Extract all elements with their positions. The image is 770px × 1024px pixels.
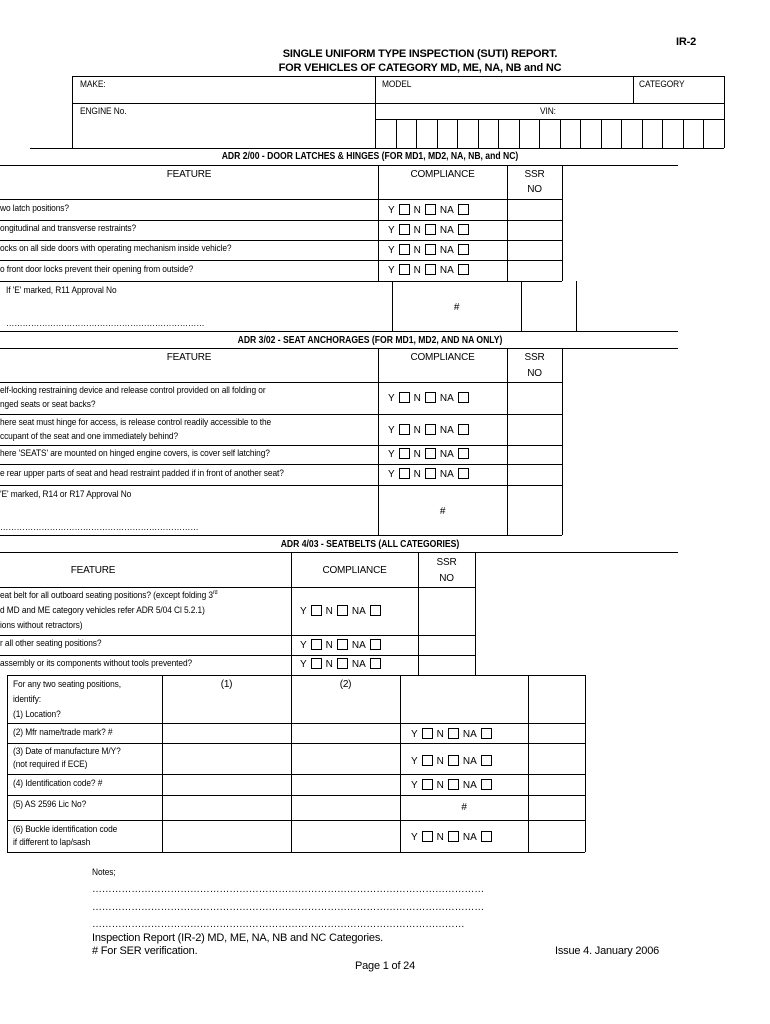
feature-row: wo latch positions? xyxy=(0,203,69,214)
vin-cell-divider xyxy=(560,119,561,148)
compliance-yes-checkbox[interactable] xyxy=(399,244,410,255)
footer-page-number: Page 1 of 24 xyxy=(355,960,415,972)
compliance-yes-label: Y xyxy=(388,225,395,236)
compliance-na-checkbox[interactable] xyxy=(481,728,492,739)
ident-row: (3) Date of manufacture M/Y? xyxy=(13,746,121,757)
compliance-na-checkbox[interactable] xyxy=(458,448,469,459)
compliance-na-checkbox[interactable] xyxy=(458,392,469,403)
compliance-options xyxy=(388,204,473,216)
compliance-na-label: NA xyxy=(351,606,366,617)
compliance-yes-label: Y xyxy=(388,245,395,256)
compliance-no-checkbox[interactable] xyxy=(448,831,459,842)
compliance-na-label: NA xyxy=(439,425,454,436)
compliance-na-label: NA xyxy=(462,756,477,767)
compliance-yes-checkbox[interactable] xyxy=(422,728,433,739)
compliance-na-label: NA xyxy=(351,640,366,651)
compliance-no-checkbox[interactable] xyxy=(425,392,436,403)
compliance-header: COMPLIANCE xyxy=(410,352,475,363)
compliance-yes-checkbox[interactable] xyxy=(399,264,410,275)
report-subtitle: FOR VEHICLES OF CATEGORY MD, ME, NA, NB and NC xyxy=(278,62,562,74)
ident-header: identify: xyxy=(13,694,42,705)
compliance-na-checkbox[interactable] xyxy=(458,224,469,235)
compliance-no-checkbox[interactable] xyxy=(337,658,348,669)
compliance-no-label: N xyxy=(436,756,444,767)
feature-row-cont: ccupant of the seat and one immediately behind? xyxy=(0,431,179,442)
compliance-yes-label: Y xyxy=(388,425,395,436)
feature-header: FEATURE xyxy=(70,565,116,576)
vin-cell-divider xyxy=(437,119,438,148)
compliance-na-label: NA xyxy=(439,469,454,480)
compliance-na-label: NA xyxy=(439,205,454,216)
compliance-options xyxy=(388,424,473,436)
compliance-no-label: N xyxy=(413,425,421,436)
feature-row: elf-locking restraining device and release control provided on all folding or xyxy=(0,385,266,396)
compliance-yes-label: Y xyxy=(388,265,395,276)
ident-row: (2) Mfr name/trade mark? # xyxy=(13,727,113,738)
notes-line[interactable]: ………………………………………………………………………………………………………… xyxy=(92,902,485,913)
compliance-na-checkbox[interactable] xyxy=(481,779,492,790)
feature-row-cont: d MD and ME category vehicles refer ADR 5/04 Cl 5.2.1) xyxy=(0,605,205,616)
compliance-no-checkbox[interactable] xyxy=(425,264,436,275)
approval-label: If 'E' marked, R11 Approval No xyxy=(6,285,117,296)
compliance-yes-label: Y xyxy=(300,659,307,670)
ssr-header-no: NO xyxy=(527,184,542,195)
compliance-no-checkbox[interactable] xyxy=(425,448,436,459)
ser-hash: # xyxy=(439,506,446,517)
compliance-yes-checkbox[interactable] xyxy=(311,639,322,650)
compliance-na-label: NA xyxy=(439,393,454,404)
compliance-yes-checkbox[interactable] xyxy=(399,424,410,435)
feature-header: FEATURE xyxy=(166,169,212,180)
feature-row: e rear upper parts of seat and head restraint padded if in front of another seat? xyxy=(0,468,284,479)
ser-hash: # xyxy=(461,802,467,813)
compliance-no-label: N xyxy=(325,640,333,651)
feature-header: FEATURE xyxy=(166,352,212,363)
compliance-no-checkbox[interactable] xyxy=(425,204,436,215)
compliance-yes-label: Y xyxy=(388,205,395,216)
compliance-no-label: N xyxy=(413,265,421,276)
compliance-no-label: N xyxy=(413,225,421,236)
compliance-yes-checkbox[interactable] xyxy=(399,224,410,235)
vin-cell-divider xyxy=(580,119,581,148)
compliance-na-label: NA xyxy=(351,659,366,670)
feature-row: here seat must hinge for access, is release control readily accessible to the xyxy=(0,417,272,428)
compliance-yes-checkbox[interactable] xyxy=(399,468,410,479)
notes-line[interactable]: …………………………………………………………………………………………………… xyxy=(92,919,465,930)
compliance-yes-label: Y xyxy=(411,832,418,843)
feature-row-cont: ions without retractors) xyxy=(0,620,83,631)
compliance-no-label: N xyxy=(436,780,444,791)
compliance-na-label: NA xyxy=(462,832,477,843)
ssr-header-no: NO xyxy=(439,573,454,584)
compliance-na-label: NA xyxy=(439,265,454,276)
document-code: IR-2 xyxy=(676,36,696,48)
ident-row: (6) Buckle identification code xyxy=(13,824,118,835)
compliance-na-label: NA xyxy=(439,245,454,256)
compliance-options xyxy=(388,392,473,404)
compliance-no-checkbox[interactable] xyxy=(337,605,348,616)
vin-cell-divider xyxy=(601,119,602,148)
make-label: MAKE: xyxy=(80,79,106,90)
compliance-yes-checkbox[interactable] xyxy=(422,755,433,766)
compliance-na-checkbox[interactable] xyxy=(458,264,469,275)
compliance-yes-checkbox[interactable] xyxy=(399,204,410,215)
approval-dots: ……………………………………………………………… xyxy=(0,522,199,533)
ssr-header-no: NO xyxy=(527,368,542,379)
compliance-no-label: N xyxy=(413,469,421,480)
compliance-options xyxy=(411,831,496,843)
compliance-yes-label: Y xyxy=(300,606,307,617)
compliance-no-checkbox[interactable] xyxy=(448,779,459,790)
vin-cell-divider xyxy=(662,119,663,148)
compliance-na-label: NA xyxy=(462,780,477,791)
footer-issue: Issue 4. January 2006 xyxy=(555,945,660,957)
compliance-yes-checkbox[interactable] xyxy=(311,605,322,616)
approval-dots: ……………………………………………………………… xyxy=(6,318,205,329)
vin-cell-divider xyxy=(539,119,540,148)
ident-row-cont: if different to lap/sash xyxy=(13,837,91,848)
position-2-header: (2) xyxy=(339,679,352,690)
ssr-header: SSR xyxy=(436,557,457,568)
compliance-no-checkbox[interactable] xyxy=(425,468,436,479)
compliance-no-label: N xyxy=(413,393,421,404)
compliance-yes-label: Y xyxy=(388,469,395,480)
footer-ser-note: # For SER verification. xyxy=(92,945,198,957)
report-title: SINGLE UNIFORM TYPE INSPECTION (SUTI) REPORT. xyxy=(282,48,558,60)
compliance-no-checkbox[interactable] xyxy=(448,755,459,766)
vin-cell-divider xyxy=(478,119,479,148)
ident-location: (1) Location? xyxy=(13,709,61,720)
feature-row: ongitudinal and transverse restraints? xyxy=(0,223,137,234)
compliance-na-label: NA xyxy=(462,729,477,740)
compliance-no-checkbox[interactable] xyxy=(337,639,348,650)
ssr-header: SSR xyxy=(524,169,545,180)
feature-row: here 'SEATS' are mounted on hinged engine covers, is cover self latching? xyxy=(0,448,270,459)
compliance-options xyxy=(388,468,473,480)
compliance-na-checkbox[interactable] xyxy=(370,658,381,669)
compliance-yes-checkbox[interactable] xyxy=(399,448,410,459)
engine-no-label: ENGINE No. xyxy=(80,106,127,117)
feature-row-cont: nged seats or seat backs? xyxy=(0,399,96,410)
section-title: ADR 2/00 - DOOR LATCHES & HINGES (FOR MD1, MD2, NA, NB, and NC) xyxy=(221,151,519,162)
compliance-no-checkbox[interactable] xyxy=(448,728,459,739)
compliance-no-checkbox[interactable] xyxy=(425,424,436,435)
compliance-header: COMPLIANCE xyxy=(322,565,387,576)
vin-cell-divider xyxy=(457,119,458,148)
footer-report-name: Inspection Report (IR-2) MD, ME, NA, NB and NC Categories. xyxy=(92,932,384,944)
feature-row: r all other seating positions? xyxy=(0,638,102,649)
feature-row: o front door locks prevent their opening from outside? xyxy=(0,264,194,275)
compliance-no-label: N xyxy=(413,449,421,460)
compliance-yes-checkbox[interactable] xyxy=(311,658,322,669)
vin-label: VIN: xyxy=(540,106,556,117)
position-1-header: (1) xyxy=(220,679,233,690)
vin-cell-divider xyxy=(683,119,684,148)
compliance-yes-label: Y xyxy=(388,393,395,404)
vin-cell-divider xyxy=(703,119,704,148)
compliance-yes-checkbox[interactable] xyxy=(422,779,433,790)
compliance-no-label: N xyxy=(436,832,444,843)
ident-row: (4) Identification code? # xyxy=(13,778,103,789)
compliance-options xyxy=(388,448,473,460)
compliance-no-label: N xyxy=(325,606,333,617)
compliance-na-checkbox[interactable] xyxy=(458,204,469,215)
ser-hash: # xyxy=(453,302,460,313)
compliance-options xyxy=(300,605,385,617)
compliance-yes-label: Y xyxy=(300,640,307,651)
model-label: MODEL xyxy=(382,79,412,90)
notes-line[interactable]: ………………………………………………………………………………………………………… xyxy=(92,884,485,895)
compliance-options xyxy=(300,639,385,651)
compliance-options xyxy=(411,728,496,740)
ident-row: (5) AS 2596 Lic No? xyxy=(13,799,87,810)
compliance-yes-label: Y xyxy=(411,756,418,767)
compliance-na-checkbox[interactable] xyxy=(481,831,492,842)
compliance-no-label: N xyxy=(436,729,444,740)
feature-row: ocks on all side doors with operating mechanism inside vehicle? xyxy=(0,243,232,254)
compliance-yes-label: Y xyxy=(388,449,395,460)
compliance-options xyxy=(388,244,473,256)
compliance-na-checkbox[interactable] xyxy=(458,424,469,435)
ident-header: For any two seating positions, xyxy=(13,679,121,690)
compliance-no-checkbox[interactable] xyxy=(425,244,436,255)
vin-cell-divider xyxy=(642,119,643,148)
ssr-header: SSR xyxy=(524,352,545,363)
vin-cell-divider xyxy=(621,119,622,148)
compliance-na-checkbox[interactable] xyxy=(458,468,469,479)
section-title: ADR 4/03 - SEATBELTS (ALL CATEGORIES) xyxy=(280,539,460,550)
section-title: ADR 3/02 - SEAT ANCHORAGES (FOR MD1, MD2, AND NA ONLY) xyxy=(237,335,503,346)
compliance-na-checkbox[interactable] xyxy=(481,755,492,766)
vin-cell-divider xyxy=(416,119,417,148)
compliance-options xyxy=(388,224,473,236)
compliance-yes-label: Y xyxy=(411,780,418,791)
compliance-na-label: NA xyxy=(439,449,454,460)
compliance-yes-checkbox[interactable] xyxy=(399,392,410,403)
compliance-na-label: NA xyxy=(439,225,454,236)
compliance-options xyxy=(388,264,473,276)
feature-row: eat belt for all outboard seating positions? (except folding 3rd xyxy=(0,590,218,602)
ident-row-cont: (not required if ECE) xyxy=(13,759,88,770)
vin-cell-divider xyxy=(396,119,397,148)
category-label: CATEGORY xyxy=(639,79,685,90)
compliance-options xyxy=(300,658,385,670)
compliance-yes-label: Y xyxy=(411,729,418,740)
notes-label: Notes; xyxy=(92,867,116,878)
approval-label: 'E' marked, R14 or R17 Approval No xyxy=(0,489,132,500)
compliance-options xyxy=(411,755,496,767)
compliance-yes-checkbox[interactable] xyxy=(422,831,433,842)
feature-row: assembly or its components without tools prevented? xyxy=(0,658,193,669)
compliance-na-checkbox[interactable] xyxy=(370,605,381,616)
compliance-na-checkbox[interactable] xyxy=(370,639,381,650)
compliance-no-label: N xyxy=(325,659,333,670)
compliance-header: COMPLIANCE xyxy=(410,169,475,180)
compliance-na-checkbox[interactable] xyxy=(458,244,469,255)
vin-cell-divider xyxy=(498,119,499,148)
compliance-no-label: N xyxy=(413,245,421,256)
vin-cell-divider xyxy=(519,119,520,148)
compliance-no-checkbox[interactable] xyxy=(425,224,436,235)
compliance-no-label: N xyxy=(413,205,421,216)
compliance-options xyxy=(411,779,496,791)
